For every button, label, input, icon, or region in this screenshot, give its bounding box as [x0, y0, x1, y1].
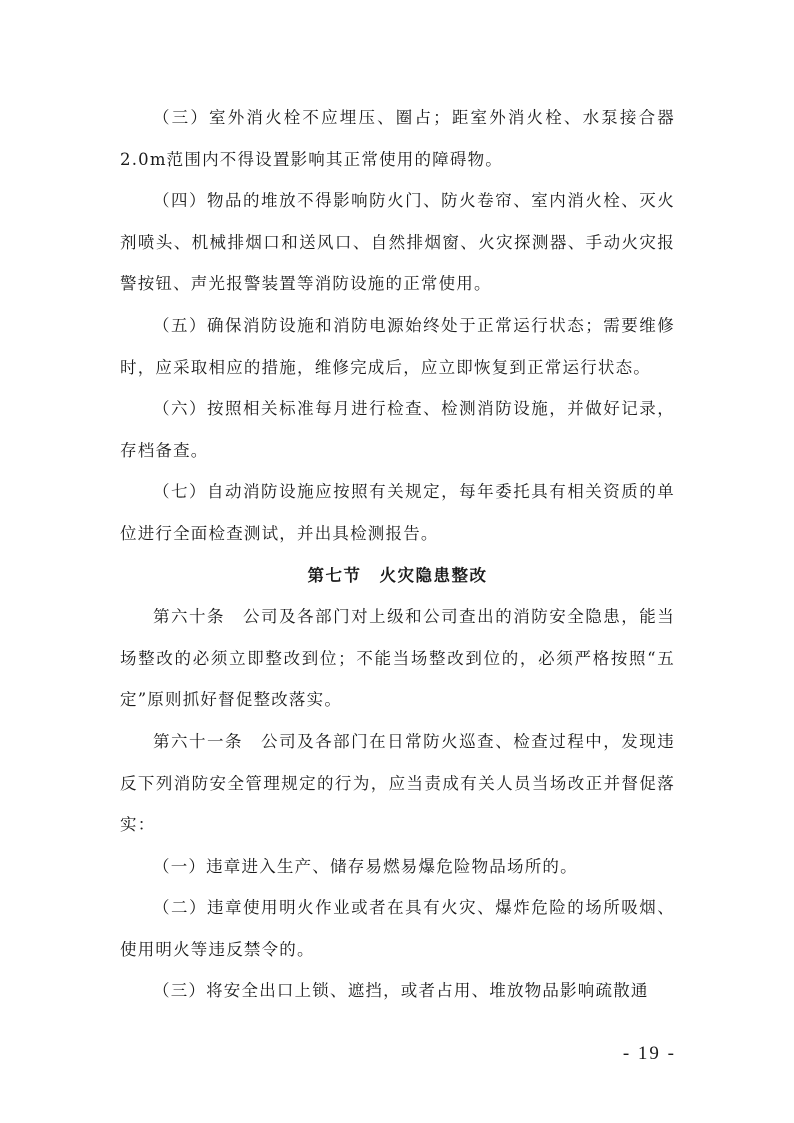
article-61-item-2: （二）违章使用明火作业或者在具有火灾、爆炸危险的场所吸烟、使用明火等违反禁令的。 — [120, 898, 675, 959]
article-61-item-3: （三）将安全出口上锁、遮挡，或者占用、堆放物品影响疏散通 — [153, 981, 649, 1001]
article-61-item-1: （一）违章进入生产、储存易燃易爆危险物品场所的。 — [153, 856, 578, 876]
article-61: 第六十一条 公司及各部门在日常防火巡查、检查过程中，发现违反下列消防安全管理规定的行为，应当责成有关人员当场改正并督促落实： — [120, 731, 675, 835]
paragraph-item-3: （三）室外消火栓不应埋压、圈占；距室外消火栓、水泵接合器2.0m范围内不得设置影响其正常使用的障碍物。 — [120, 108, 675, 169]
paragraph-item-7: （七）自动消防设施应按照有关规定，每年委托具有相关资质的单位进行全面检查测试，并出具检测报告。 — [120, 482, 675, 543]
section-title: 第七节 火灾隐患整改 — [307, 565, 488, 585]
paragraph-item-6: （六）按照相关标准每月进行检查、检测消防设施，并做好记录，存档备查。 — [120, 399, 675, 460]
page-number: - 19 - — [622, 1043, 676, 1064]
page-body — [120, 97, 675, 1012]
paragraph-item-5: （五）确保消防设施和消防电源始终处于正常运行状态；需要维修时，应采取相应的措施，维修完成后，应立即恢复到正常运行状态。 — [120, 315, 675, 377]
paragraph-item-4: （四）物品的堆放不得影响防火门、防火卷帘、室内消火栓、灭火剂喷头、机械排烟口和送风口、自然排烟窗、火灾探测器、手动火灾报警按钮、声光报警装置等消防设施的正常使用。 — [120, 191, 675, 294]
article-60: 第六十条 公司及各部门对上级和公司查出的消防安全隐患，能当场整改的必须立即整改到位；不能当场整改到位的，必须严格按照“五定”原则抓好督促整改落实。 — [120, 607, 675, 710]
